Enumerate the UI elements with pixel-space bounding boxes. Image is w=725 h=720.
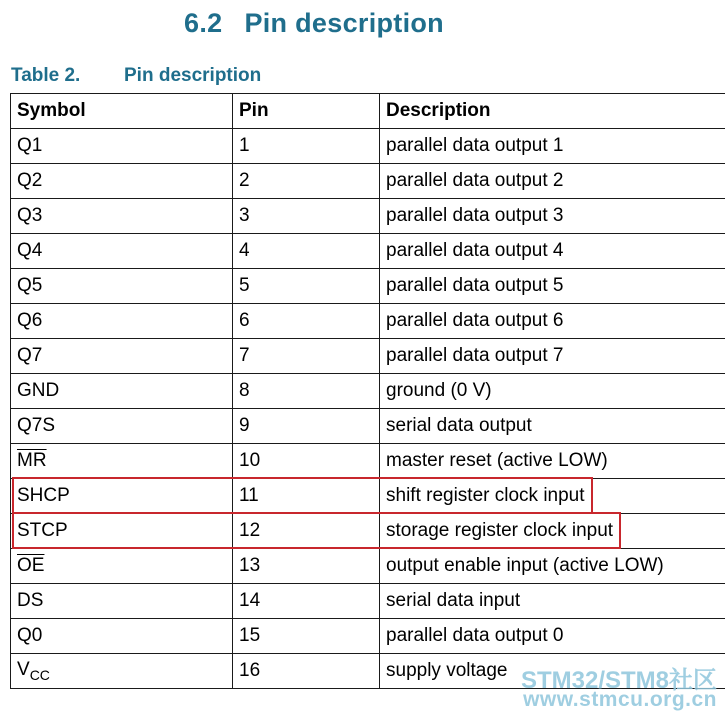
watermark-url: www.stmcu.org.cn	[523, 688, 717, 711]
table-row	[11, 409, 725, 444]
cell-description: serial data input	[380, 584, 725, 619]
cell-pin: 16	[233, 654, 380, 689]
symbol-text: V	[17, 659, 30, 681]
cell-pin: 13	[233, 549, 380, 584]
cell-description: storage register clock input	[380, 514, 725, 549]
cell-description: output enable input (active LOW)	[380, 549, 725, 584]
cell-description: serial data output	[380, 409, 725, 444]
cell-pin: 5	[233, 269, 380, 304]
cell-symbol	[11, 654, 233, 689]
cell-symbol	[11, 234, 233, 269]
watermark-community: STM32/STM8社区	[520, 667, 717, 694]
cell-pin: 15	[233, 619, 380, 654]
table-row	[11, 479, 725, 514]
table-caption-title: Pin description	[124, 65, 262, 86]
cell-symbol	[11, 549, 233, 584]
table-row	[11, 269, 725, 304]
table-header-row	[11, 94, 725, 129]
table-row	[11, 234, 725, 269]
cell-description: parallel data output 7	[380, 339, 725, 374]
cell-symbol	[11, 304, 233, 339]
table-row	[11, 514, 725, 549]
cell-pin: 10	[233, 444, 380, 479]
symbol-text: DS	[17, 590, 44, 611]
table-row	[11, 444, 725, 479]
cell-description: ground (0 V)	[380, 374, 725, 409]
table-row	[11, 584, 725, 619]
symbol-text: $\overline{MR}$	[17, 450, 47, 471]
symbol-text: Q4	[17, 240, 43, 261]
symbol-text: GND	[17, 380, 60, 401]
cell-pin: 4	[233, 234, 380, 269]
symbol-text: Q1	[17, 135, 43, 156]
pin-description-table	[10, 93, 725, 689]
cell-pin: 11	[233, 479, 380, 514]
cell-symbol	[11, 374, 233, 409]
section-heading	[184, 8, 444, 39]
table-caption	[11, 65, 261, 87]
cell-description: master reset (active LOW)	[380, 444, 725, 479]
table-body	[11, 129, 725, 689]
cell-description: parallel data output 6	[380, 304, 725, 339]
symbol-text: Q0	[17, 625, 43, 646]
cell-description: parallel data output 3	[380, 199, 725, 234]
header-pin: Pin	[233, 94, 380, 129]
symbol-text: SHCP	[17, 485, 70, 506]
cell-pin: 14	[233, 584, 380, 619]
section-title: Pin description	[244, 8, 444, 38]
cell-symbol	[11, 409, 233, 444]
cell-pin: 12	[233, 514, 380, 549]
symbol-text: Q6	[17, 310, 43, 331]
table-row	[11, 339, 725, 374]
cell-description: supply voltage	[380, 654, 725, 689]
section-number: 6.2	[184, 8, 223, 38]
cell-symbol	[11, 444, 233, 479]
cell-pin: 6	[233, 304, 380, 339]
table-row	[11, 619, 725, 654]
table-row	[11, 164, 725, 199]
cell-description: parallel data output 0	[380, 619, 725, 654]
cell-symbol	[11, 619, 233, 654]
symbol-text: Q3	[17, 205, 43, 226]
table-row	[11, 374, 725, 409]
symbol-text: Q2	[17, 170, 43, 191]
symbol-text: Q7	[17, 345, 43, 366]
cell-description: shift register clock input	[380, 479, 725, 514]
cell-pin: 3	[233, 199, 380, 234]
table-row	[11, 549, 725, 584]
symbol-text: Q5	[17, 275, 43, 296]
cell-symbol	[11, 339, 233, 374]
table-row	[11, 304, 725, 339]
cell-description: parallel data output 5	[380, 269, 725, 304]
cell-pin: 8	[233, 374, 380, 409]
table-caption-number: Table 2.	[11, 65, 81, 86]
cell-symbol	[11, 129, 233, 164]
cell-pin: 7	[233, 339, 380, 374]
cell-pin: 2	[233, 164, 380, 199]
cell-symbol	[11, 479, 233, 514]
symbol-text: STCP	[17, 520, 68, 541]
cell-description: parallel data output 2	[380, 164, 725, 199]
symbol-text: Q7S	[17, 415, 56, 436]
cell-symbol	[11, 199, 233, 234]
cell-description: parallel data output 1	[380, 129, 725, 164]
cell-symbol	[11, 164, 233, 199]
cell-pin: 1	[233, 129, 380, 164]
header-description: Description	[380, 94, 725, 129]
cell-description: parallel data output 4	[380, 234, 725, 269]
cell-pin: 9	[233, 409, 380, 444]
cell-symbol	[11, 584, 233, 619]
symbol-subscript: CC	[29, 666, 50, 683]
cell-symbol	[11, 514, 233, 549]
symbol-text: $\overline{OE}$	[17, 555, 45, 576]
table-row	[11, 199, 725, 234]
table-row	[11, 129, 725, 164]
cell-symbol	[11, 269, 233, 304]
header-symbol: Symbol	[11, 94, 233, 129]
